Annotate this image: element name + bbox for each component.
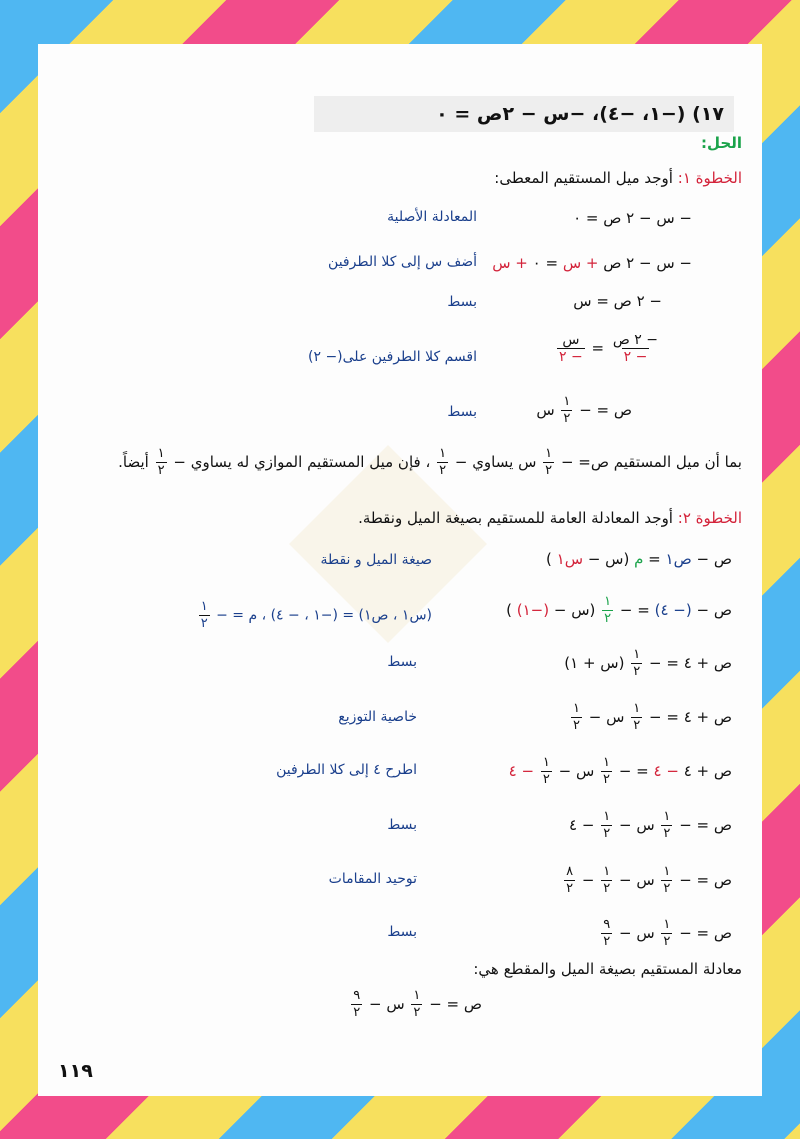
eq-part: ص = − (579, 401, 632, 419)
note-row-2: أضف س إلى كلا الطرفين (328, 254, 477, 270)
denominator: ٢ (603, 934, 611, 949)
eq-part: س − (618, 871, 655, 889)
eq2-row-3 (564, 647, 732, 680)
eq-part: ص + ٤ (683, 762, 732, 780)
fraction (661, 917, 672, 950)
eq-part-red: − ٤ (653, 762, 679, 780)
numerator: ١ (573, 701, 581, 716)
eq-part: ص − (696, 601, 732, 619)
eq-part-red: + س (492, 254, 528, 272)
denominator: ٢ (200, 616, 208, 631)
fraction (571, 701, 582, 734)
numerator: − ٢ ص (612, 332, 658, 348)
eq2-row-6 (569, 809, 732, 842)
fraction (611, 332, 660, 365)
denominator: ٢ (542, 772, 550, 787)
eq-part: س − (558, 762, 595, 780)
eq-part-red: س١ (556, 550, 584, 568)
fraction (601, 917, 612, 950)
denominator: ٢ (545, 463, 553, 478)
fraction (411, 988, 422, 1021)
numerator: ٩ (353, 988, 361, 1003)
note2-row-6: بسط (387, 817, 417, 833)
note-row-3: بسط (447, 294, 477, 310)
fraction (543, 446, 554, 479)
numerator: ١ (545, 446, 553, 461)
fraction (541, 755, 552, 788)
eq2-row-4 (569, 701, 732, 734)
step2-label: الخطوة ٢: (677, 509, 742, 527)
fraction (601, 809, 612, 842)
numerator: ١ (633, 647, 641, 662)
numerator: ١ (413, 988, 421, 1003)
eq-part: − ٤ (569, 816, 595, 834)
sentence-part: س يساوي − (454, 453, 537, 471)
numerator: ١ (633, 701, 641, 716)
final-equation (349, 988, 482, 1021)
numerator: ١ (157, 446, 165, 461)
fraction (437, 446, 448, 479)
fraction (631, 647, 642, 680)
step1-text: أوجد ميل المستقيم المعطى: (494, 169, 673, 187)
eq-part: (س − (553, 601, 596, 619)
step2-text: أوجد المعادلة العامة للمستقيم بصيغة الميل ونقطة. (358, 509, 673, 527)
fraction (602, 594, 613, 627)
fraction (631, 701, 642, 734)
denominator: ٢ (563, 411, 571, 426)
fraction (564, 864, 575, 897)
eq-part: − (581, 871, 595, 889)
eq-row-5 (536, 394, 632, 427)
denominator: ٢ (353, 1005, 361, 1020)
fraction (601, 864, 612, 897)
note-row-5: بسط (447, 404, 477, 420)
note2-row-4: خاصية التوزيع (338, 709, 417, 725)
eq-part: (س + ١) (564, 654, 625, 672)
eq-part: س − (368, 995, 405, 1013)
numerator: ٩ (603, 917, 611, 932)
slope-sentence (118, 446, 742, 479)
note2-row-2 (197, 599, 432, 632)
numerator: ١ (563, 394, 571, 409)
eq-part: ) (546, 550, 552, 568)
final-label: معادلة المستقيم بصيغة الميل والمقطع هي: (473, 960, 742, 978)
note-text: (س١ ، ص١) = (−١ ، − ٤) ، م = − (216, 607, 432, 624)
numerator: ١ (603, 809, 611, 824)
denominator: ٢ (603, 881, 611, 896)
numerator: ٨ (566, 864, 574, 879)
eq-part: ص + ٤ = − (649, 654, 732, 672)
sentence-part: ، فإن ميل المستقيم الموازي له يساوي − (173, 453, 431, 471)
sentence-part: بما أن ميل المستقيم ص= − (560, 453, 742, 471)
eq2-row-5 (509, 755, 732, 788)
note2-row-7: توحيد المقامات (328, 871, 417, 887)
eq-part: = ٠ (532, 254, 559, 272)
eq-row-1: − س − ٢ ص = ٠ (573, 209, 692, 227)
fraction (199, 599, 210, 632)
fraction (661, 864, 672, 897)
eq-part-red: − ٤ (508, 762, 535, 780)
numerator: س (562, 332, 580, 348)
denominator: ٢ (603, 772, 611, 787)
problem-statement: ١٧) (−١، −٤)، −س − ٢ص = ٠ (314, 96, 734, 132)
numerator: ١ (542, 755, 550, 770)
eq-part: ص = − (429, 995, 482, 1013)
eq2-row-2 (506, 594, 732, 627)
step1-label: الخطوة ١: (677, 169, 742, 187)
denominator: − ٢ (559, 349, 583, 365)
numerator: ١ (663, 917, 671, 932)
denominator: ٢ (663, 881, 671, 896)
eq-part: ) (506, 601, 512, 619)
eq-part: ص = − (679, 816, 732, 834)
denominator: ٢ (633, 718, 641, 733)
eq-part: ص − (696, 550, 732, 568)
eq-part: ص = − (679, 924, 732, 942)
numerator: ١ (603, 864, 611, 879)
eq-part-red: + س (562, 254, 599, 272)
eq-part-blue: (− ٤) (654, 601, 692, 619)
note-row-1: المعادلة الأصلية (387, 209, 477, 225)
eq-part: س − (588, 708, 625, 726)
note2-row-5: اطرح ٤ إلى كلا الطرفين (276, 762, 417, 778)
equals-sign: = (591, 339, 605, 357)
denominator: ٢ (663, 826, 671, 841)
eq-part: = (648, 550, 661, 568)
numerator: ١ (200, 599, 208, 614)
denominator: ٢ (566, 881, 574, 896)
solution-label: الحل: (701, 134, 742, 152)
eq2-row-7 (562, 864, 732, 897)
fraction (661, 809, 672, 842)
page-number: ١١٩ (58, 1060, 93, 1082)
step2 (358, 509, 742, 527)
eq-part: = − (619, 601, 650, 619)
eq-part: س − (618, 816, 655, 834)
numerator: ١ (663, 864, 671, 879)
denominator: ٢ (603, 826, 611, 841)
step1 (494, 169, 742, 187)
eq-part-blue: ص١ (665, 550, 692, 568)
eq-part: س (536, 401, 555, 419)
denominator: ٢ (633, 664, 641, 679)
denominator: ٢ (573, 718, 581, 733)
eq2-row-1 (546, 550, 732, 568)
fraction (156, 446, 167, 479)
eq2-row-8 (599, 917, 732, 950)
eq-part-red: (−١) (516, 601, 550, 619)
denominator: ٢ (663, 934, 671, 949)
denominator: ٢ (439, 463, 447, 478)
eq-part: ص = − (679, 871, 732, 889)
denominator: ٢ (604, 611, 612, 626)
denominator: ٢ (157, 463, 165, 478)
eq-row-4 (555, 332, 662, 365)
note2-row-3: بسط (387, 654, 417, 670)
fraction (601, 755, 612, 788)
eq-part: (س − (587, 550, 630, 568)
eq-part-green: م (634, 550, 644, 568)
eq-part: − س − ٢ ص (603, 254, 692, 272)
eq-part: س − (618, 924, 655, 942)
page (38, 44, 762, 1096)
denominator: ٢ (413, 1005, 421, 1020)
numerator: ١ (439, 446, 447, 461)
denominator: − ٢ (623, 349, 648, 365)
numerator: ١ (603, 755, 611, 770)
numerator: ١ (604, 594, 612, 609)
eq-row-3: − ٢ ص = س (573, 292, 662, 310)
eq-part: = − (618, 762, 649, 780)
fraction (557, 332, 585, 365)
eq-row-2 (492, 254, 692, 272)
note-row-4: اقسم كلا الطرفين على(− ٢) (308, 349, 477, 365)
fraction (561, 394, 572, 427)
numerator: ١ (663, 809, 671, 824)
eq-part: ص + ٤ = − (649, 708, 732, 726)
sentence-part: أيضاً. (118, 453, 149, 471)
note2-row-1: صيغة الميل و نقطة (320, 552, 432, 568)
note2-row-8: بسط (387, 924, 417, 940)
fraction (351, 988, 362, 1021)
